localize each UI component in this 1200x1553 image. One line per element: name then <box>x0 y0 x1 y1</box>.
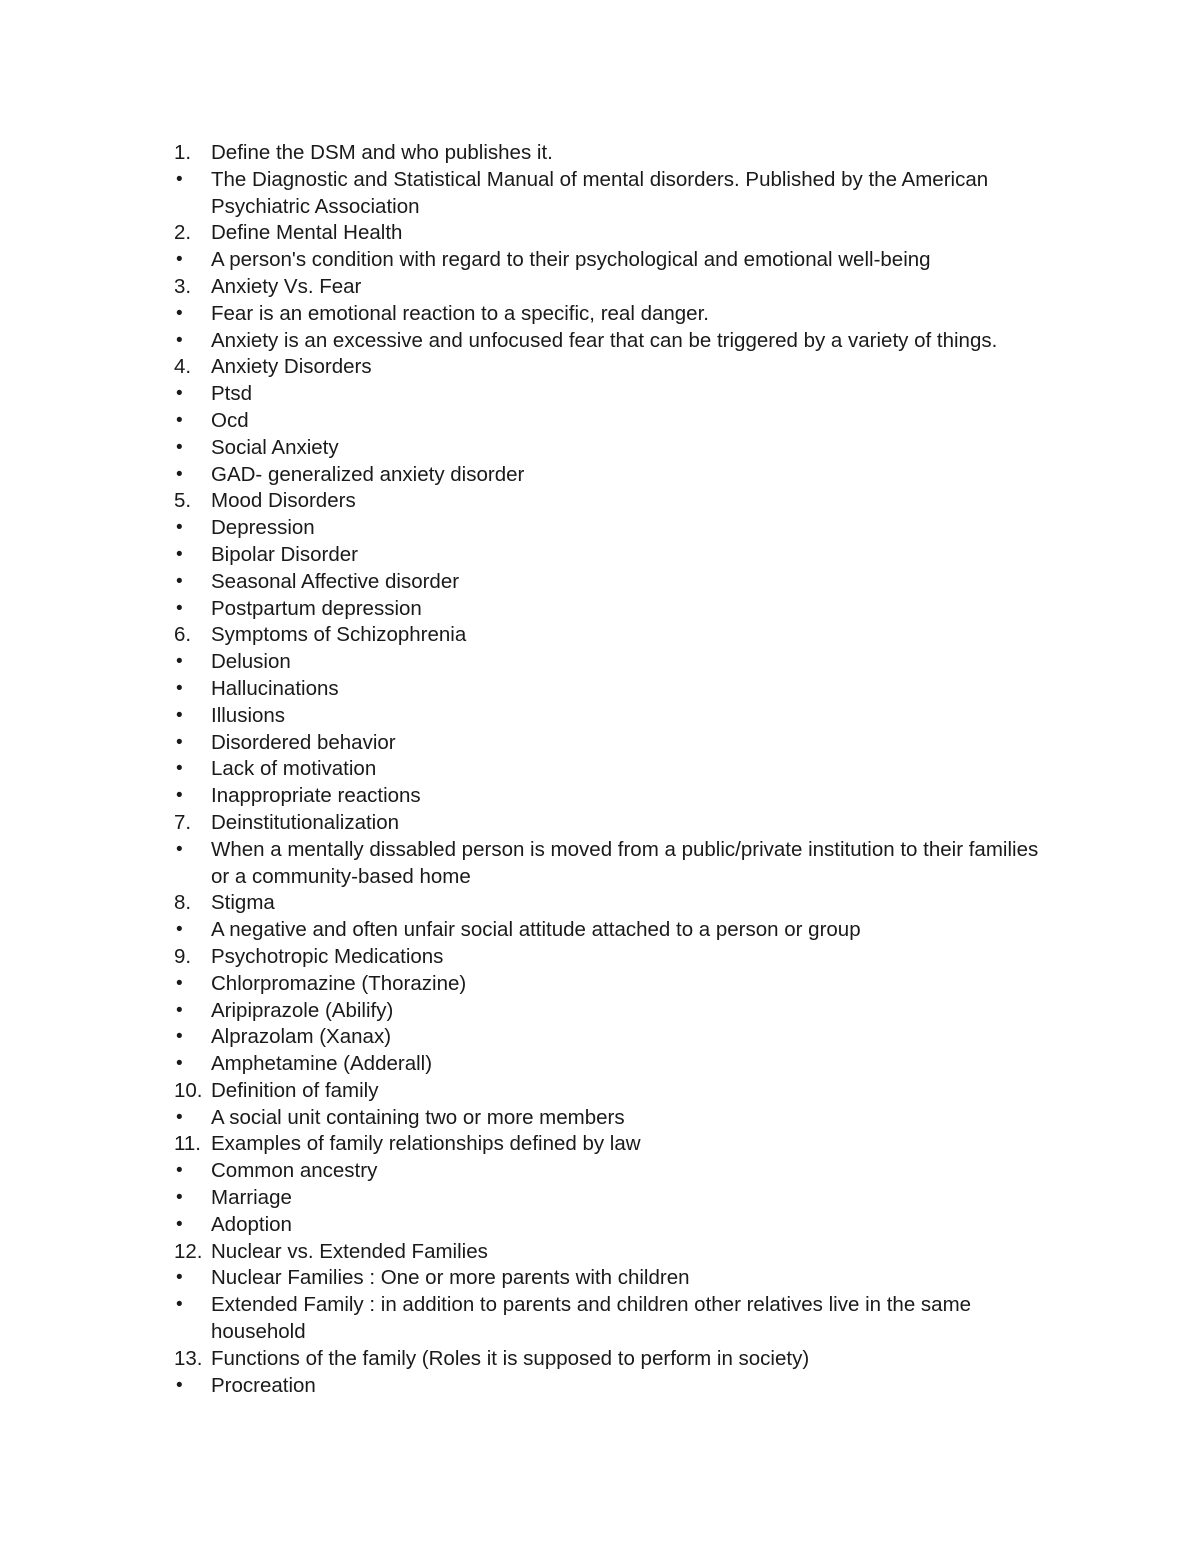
list-number: 2. <box>174 221 192 245</box>
answer-text: Anxiety is an excessive and unfocused fear that can be triggered by a variety of things. <box>211 328 998 352</box>
numbered-question <box>174 1346 1054 1373</box>
bullet-answer <box>174 1185 1054 1212</box>
bullet-icon: • <box>176 1294 183 1316</box>
answer-text: Inappropriate reactions <box>211 784 421 808</box>
bullet-answer <box>174 730 1054 757</box>
bullet-icon: • <box>176 1213 183 1235</box>
answer-text: The Diagnostic and Statistical Manual of mental disorders. Published by the American Psychiatric Association <box>211 167 989 218</box>
bullet-icon: • <box>176 704 183 726</box>
answer-text: A social unit containing two or more members <box>211 1105 625 1129</box>
bullet-answer <box>174 1212 1054 1239</box>
bullet-answer <box>174 756 1054 783</box>
answer-text: Amphetamine (Adderall) <box>211 1052 433 1076</box>
question-text: Deinstitutionalization <box>211 810 400 834</box>
bullet-icon: • <box>176 1374 183 1396</box>
bullet-icon: • <box>176 302 183 324</box>
bullet-icon: • <box>176 1106 183 1128</box>
bullet-answer <box>174 1051 1054 1078</box>
answer-text: Social Anxiety <box>211 435 339 459</box>
answer-text: Ocd <box>211 408 249 432</box>
question-text: Examples of family relationships defined by law <box>211 1132 641 1156</box>
document-list <box>174 140 1054 1399</box>
answer-text: Disordered behavior <box>211 730 396 754</box>
answer-text: When a mentally dissabled person is moved from a public/private institution to their families or a community-based home <box>211 837 1039 888</box>
answer-text: GAD- generalized anxiety disorder <box>211 462 525 486</box>
answer-text: Delusion <box>211 650 291 674</box>
list-number: 10. <box>174 1078 203 1102</box>
bullet-answer <box>174 1158 1054 1185</box>
numbered-question <box>174 1078 1054 1105</box>
bullet-answer <box>174 247 1054 274</box>
numbered-question <box>174 810 1054 837</box>
list-number: 8. <box>174 891 192 915</box>
numbered-question <box>174 1131 1054 1158</box>
bullet-answer <box>174 837 1054 891</box>
bullet-icon: • <box>176 543 183 565</box>
numbered-question <box>174 488 1054 515</box>
answer-text: Marriage <box>211 1186 292 1210</box>
answer-text: Nuclear Families : One or more parents with children <box>211 1266 690 1290</box>
bullet-answer <box>174 408 1054 435</box>
bullet-answer <box>174 1265 1054 1292</box>
bullet-answer <box>174 381 1054 408</box>
list-number: 12. <box>174 1239 203 1263</box>
bullet-answer <box>174 917 1054 944</box>
bullet-icon: • <box>176 731 183 753</box>
numbered-question <box>174 890 1054 917</box>
answer-text: Illusions <box>211 703 286 727</box>
bullet-icon: • <box>176 758 183 780</box>
bullet-icon: • <box>176 838 183 860</box>
answer-text: Aripiprazole (Abilify) <box>211 998 394 1022</box>
list-number: 9. <box>174 944 192 968</box>
bullet-icon: • <box>176 249 183 271</box>
bullet-answer <box>174 596 1054 623</box>
bullet-icon: • <box>176 972 183 994</box>
answer-text: Postpartum depression <box>211 596 422 620</box>
numbered-question <box>174 354 1054 381</box>
question-text: Functions of the family (Roles it is supposed to perform in society) <box>211 1346 810 1370</box>
bullet-icon: • <box>176 677 183 699</box>
answer-text: A negative and often unfair social attitude attached to a person or group <box>211 918 861 942</box>
question-text: Symptoms of Schizophrenia <box>211 623 467 647</box>
answer-text: Lack of motivation <box>211 757 377 781</box>
list-number: 6. <box>174 623 192 647</box>
bullet-icon: • <box>176 383 183 405</box>
question-text: Mood Disorders <box>211 489 356 513</box>
question-text: Psychotropic Medications <box>211 944 444 968</box>
question-text: Nuclear vs. Extended Families <box>211 1239 488 1263</box>
question-text: Anxiety Disorders <box>211 355 372 379</box>
bullet-icon: • <box>176 919 183 941</box>
question-text: Define the DSM and who publishes it. <box>211 141 553 164</box>
bullet-answer <box>174 515 1054 542</box>
list-number: 3. <box>174 274 192 298</box>
bullet-answer <box>174 569 1054 596</box>
bullet-icon: • <box>176 1026 183 1048</box>
bullet-icon: • <box>176 1187 183 1209</box>
bullet-icon: • <box>176 785 183 807</box>
answer-text: Alprazolam (Xanax) <box>211 1025 392 1049</box>
bullet-icon: • <box>176 436 183 458</box>
answer-text: Hallucinations <box>211 676 339 700</box>
list-number: 5. <box>174 489 192 513</box>
list-number: 7. <box>174 810 192 834</box>
bullet-icon: • <box>176 999 183 1021</box>
bullet-icon: • <box>176 570 183 592</box>
numbered-question <box>174 622 1054 649</box>
bullet-answer <box>174 1373 1054 1400</box>
bullet-answer <box>174 1292 1054 1346</box>
numbered-question <box>174 274 1054 301</box>
bullet-answer <box>174 462 1054 489</box>
bullet-answer <box>174 1024 1054 1051</box>
bullet-icon: • <box>176 1053 183 1075</box>
question-text: Definition of family <box>211 1078 379 1102</box>
bullet-icon: • <box>176 168 183 190</box>
answer-text: A person's condition with regard to their psychological and emotional well-being <box>211 248 931 272</box>
answer-text: Depression <box>211 516 315 540</box>
question-text: Stigma <box>211 891 275 915</box>
answer-text: Common ancestry <box>211 1159 378 1183</box>
list-number: 4. <box>174 355 192 379</box>
question-text: Define Mental Health <box>211 221 403 245</box>
bullet-icon: • <box>176 463 183 485</box>
answer-text: Seasonal Affective disorder <box>211 569 460 593</box>
numbered-question <box>174 944 1054 971</box>
bullet-icon: • <box>176 409 183 431</box>
answer-text: Fear is an emotional reaction to a specific, real danger. <box>211 301 709 325</box>
list-number: 1. <box>174 141 192 164</box>
bullet-answer <box>174 783 1054 810</box>
bullet-answer <box>174 703 1054 730</box>
bullet-answer <box>174 435 1054 462</box>
bullet-answer <box>174 676 1054 703</box>
bullet-answer <box>174 998 1054 1025</box>
answer-text: Procreation <box>211 1373 316 1397</box>
numbered-question <box>174 220 1054 247</box>
bullet-answer <box>174 167 1054 221</box>
bullet-icon: • <box>176 1267 183 1289</box>
list-number: 11. <box>174 1132 201 1156</box>
list-number: 13. <box>174 1346 203 1370</box>
bullet-answer <box>174 301 1054 328</box>
bullet-icon: • <box>176 597 183 619</box>
bullet-answer <box>174 649 1054 676</box>
bullet-answer <box>174 328 1054 355</box>
numbered-question <box>174 1239 1054 1266</box>
bullet-icon: • <box>176 1160 183 1182</box>
bullet-icon: • <box>176 329 183 351</box>
answer-text: Adoption <box>211 1212 292 1236</box>
bullet-answer <box>174 971 1054 998</box>
bullet-answer <box>174 542 1054 569</box>
answer-text: Ptsd <box>211 382 253 406</box>
answer-text: Bipolar Disorder <box>211 542 358 566</box>
answer-text: Chlorpromazine (Thorazine) <box>211 971 467 995</box>
bullet-icon: • <box>176 651 183 673</box>
question-text: Anxiety Vs. Fear <box>211 274 362 298</box>
answer-text: Extended Family : in addition to parents and children other relatives live in the same household <box>211 1293 972 1344</box>
bullet-icon: • <box>176 517 183 539</box>
numbered-question <box>174 140 1054 167</box>
bullet-answer <box>174 1105 1054 1132</box>
